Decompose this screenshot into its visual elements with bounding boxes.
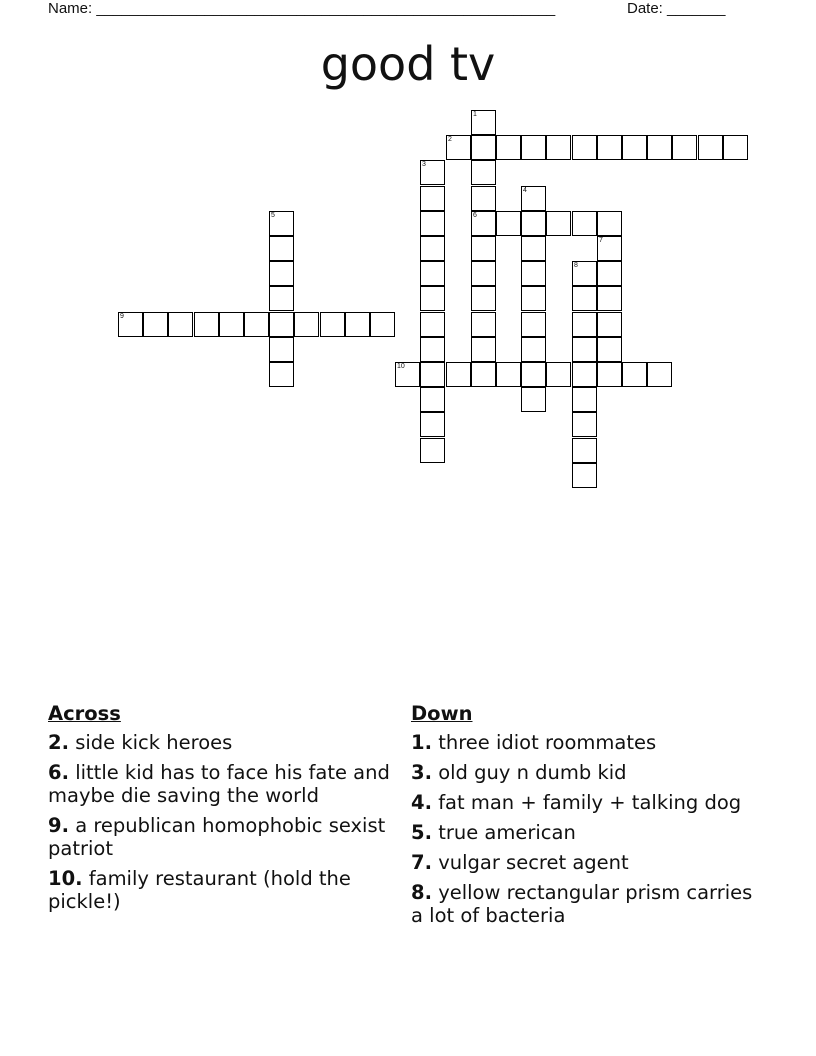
grid-cell[interactable] — [622, 362, 647, 387]
grid-cell[interactable] — [269, 236, 294, 261]
grid-cell[interactable] — [546, 211, 571, 236]
grid-cell[interactable] — [521, 135, 546, 160]
grid-cell[interactable] — [672, 135, 697, 160]
clue-number: 6. — [48, 761, 69, 784]
clue-text: old guy n dumb kid — [438, 761, 627, 784]
clue-number: 7. — [411, 851, 432, 874]
grid-cell[interactable] — [597, 261, 622, 286]
grid-cell[interactable] — [345, 312, 370, 337]
clue-across-9 — [48, 814, 393, 860]
grid-cell[interactable] — [521, 236, 546, 261]
grid-cell[interactable] — [572, 337, 597, 362]
grid-cell[interactable] — [572, 312, 597, 337]
clue-number: 1. — [411, 731, 432, 754]
clue-text: little kid has to face his fate and maybe die saving the world — [48, 761, 390, 807]
clue-down-1 — [411, 731, 756, 754]
grid-cell[interactable] — [521, 261, 546, 286]
grid-cell[interactable] — [572, 286, 597, 311]
grid-cell[interactable] — [269, 362, 294, 387]
cell-number: 2 — [448, 136, 452, 143]
grid-cell[interactable] — [521, 362, 546, 387]
grid-cell[interactable] — [521, 186, 546, 211]
clue-down-5 — [411, 821, 756, 844]
grid-cell[interactable] — [269, 312, 294, 337]
grid-cell[interactable] — [572, 261, 597, 286]
grid-cell[interactable] — [471, 236, 496, 261]
grid-cell[interactable] — [446, 135, 471, 160]
grid-cell[interactable] — [143, 312, 168, 337]
crossword-grid — [0, 0, 816, 520]
grid-cell[interactable] — [420, 286, 445, 311]
grid-cell[interactable] — [420, 186, 445, 211]
clue-text: a republican homophobic sexist patriot — [48, 814, 386, 860]
clue-down-4 — [411, 791, 756, 814]
grid-cell[interactable] — [320, 312, 345, 337]
grid-cell[interactable] — [471, 186, 496, 211]
cell-number: 6 — [473, 212, 477, 219]
clue-text: three idiot roommates — [438, 731, 657, 754]
grid-cell[interactable] — [420, 160, 445, 185]
grid-cell[interactable] — [572, 211, 597, 236]
grid-cell[interactable] — [496, 362, 521, 387]
clue-across-6 — [48, 761, 393, 807]
clue-number: 3. — [411, 761, 432, 784]
down-heading: Down — [411, 702, 473, 725]
cell-number: 5 — [271, 212, 275, 219]
grid-cell[interactable] — [521, 337, 546, 362]
clue-across-10 — [48, 867, 393, 913]
name-line: Name: _______________________________________________________ — [48, 0, 556, 17]
grid-cell[interactable] — [597, 135, 622, 160]
grid-cell[interactable] — [420, 261, 445, 286]
grid-cell[interactable] — [597, 312, 622, 337]
grid-cell[interactable] — [446, 362, 471, 387]
clue-down-3 — [411, 761, 756, 784]
clue-text: side kick heroes — [75, 731, 233, 754]
grid-cell[interactable] — [572, 362, 597, 387]
grid-cell[interactable] — [194, 312, 219, 337]
grid-cell[interactable] — [269, 211, 294, 236]
grid-cell[interactable] — [471, 312, 496, 337]
grid-cell[interactable] — [168, 312, 193, 337]
grid-cell[interactable] — [471, 110, 496, 135]
grid-cell[interactable] — [647, 135, 672, 160]
puzzle-title: good tv — [320, 37, 496, 91]
clue-down-7 — [411, 851, 756, 874]
grid-cell[interactable] — [269, 286, 294, 311]
date-line: Date: _______ — [627, 0, 726, 17]
grid-cell[interactable] — [420, 312, 445, 337]
grid-cell[interactable] — [420, 387, 445, 412]
grid-cell[interactable] — [647, 362, 672, 387]
clue-across-2 — [48, 731, 393, 754]
grid-cell[interactable] — [546, 362, 571, 387]
grid-cell[interactable] — [521, 387, 546, 412]
grid-cell[interactable] — [471, 211, 496, 236]
grid-cell[interactable] — [521, 312, 546, 337]
grid-cell[interactable] — [420, 211, 445, 236]
cell-number: 9 — [120, 313, 124, 320]
grid-cell[interactable] — [597, 337, 622, 362]
clue-text: vulgar secret agent — [438, 851, 629, 874]
grid-cell[interactable] — [496, 211, 521, 236]
grid-cell[interactable] — [370, 312, 395, 337]
across-clues — [48, 702, 393, 920]
down-clues — [411, 702, 756, 934]
grid-cell[interactable] — [723, 135, 748, 160]
clue-number: 10. — [48, 867, 83, 890]
grid-cell[interactable] — [420, 236, 445, 261]
grid-cell[interactable] — [471, 135, 496, 160]
grid-cell[interactable] — [420, 337, 445, 362]
clue-down-8 — [411, 881, 756, 927]
grid-cell[interactable] — [471, 261, 496, 286]
clue-number: 9. — [48, 814, 69, 837]
clue-text: true american — [438, 821, 576, 844]
grid-cell[interactable] — [471, 362, 496, 387]
grid-cell[interactable] — [597, 362, 622, 387]
grid-cell[interactable] — [395, 362, 420, 387]
cell-number: 7 — [599, 237, 603, 244]
grid-cell[interactable] — [521, 286, 546, 311]
cell-number: 1 — [473, 111, 477, 118]
grid-cell[interactable] — [420, 362, 445, 387]
grid-cell[interactable] — [572, 438, 597, 463]
grid-cell[interactable] — [294, 312, 319, 337]
cell-number: 4 — [523, 187, 527, 194]
grid-cell[interactable] — [219, 312, 244, 337]
across-heading: Across — [48, 702, 121, 725]
cell-number: 3 — [422, 161, 426, 168]
grid-cell[interactable] — [698, 135, 723, 160]
grid-cell[interactable] — [572, 135, 597, 160]
grid-cell[interactable] — [572, 412, 597, 437]
grid-cell[interactable] — [244, 312, 269, 337]
grid-cell[interactable] — [572, 463, 597, 488]
grid-cell[interactable] — [118, 312, 143, 337]
clue-text: family restaurant (hold the pickle!) — [48, 867, 351, 913]
clue-number: 4. — [411, 791, 432, 814]
cell-number: 8 — [574, 262, 578, 269]
grid-cell[interactable] — [420, 438, 445, 463]
grid-cell[interactable] — [597, 236, 622, 261]
clue-number: 8. — [411, 881, 432, 904]
clue-number: 5. — [411, 821, 432, 844]
grid-cell[interactable] — [269, 337, 294, 362]
grid-cell[interactable] — [546, 135, 571, 160]
cell-number: 10 — [397, 363, 405, 370]
clue-number: 2. — [48, 731, 69, 754]
grid-cell[interactable] — [471, 337, 496, 362]
grid-cell[interactable] — [496, 135, 521, 160]
grid-cell[interactable] — [622, 135, 647, 160]
grid-cell[interactable] — [471, 160, 496, 185]
clue-text: fat man + family + talking dog — [438, 791, 742, 814]
clue-text: yellow rectangular prism carries a lot of bacteria — [411, 881, 753, 927]
grid-cell[interactable] — [420, 412, 445, 437]
grid-cell[interactable] — [597, 211, 622, 236]
grid-cell[interactable] — [597, 286, 622, 311]
grid-cell[interactable] — [521, 211, 546, 236]
grid-cell[interactable] — [269, 261, 294, 286]
grid-cell[interactable] — [471, 286, 496, 311]
grid-cell[interactable] — [572, 387, 597, 412]
